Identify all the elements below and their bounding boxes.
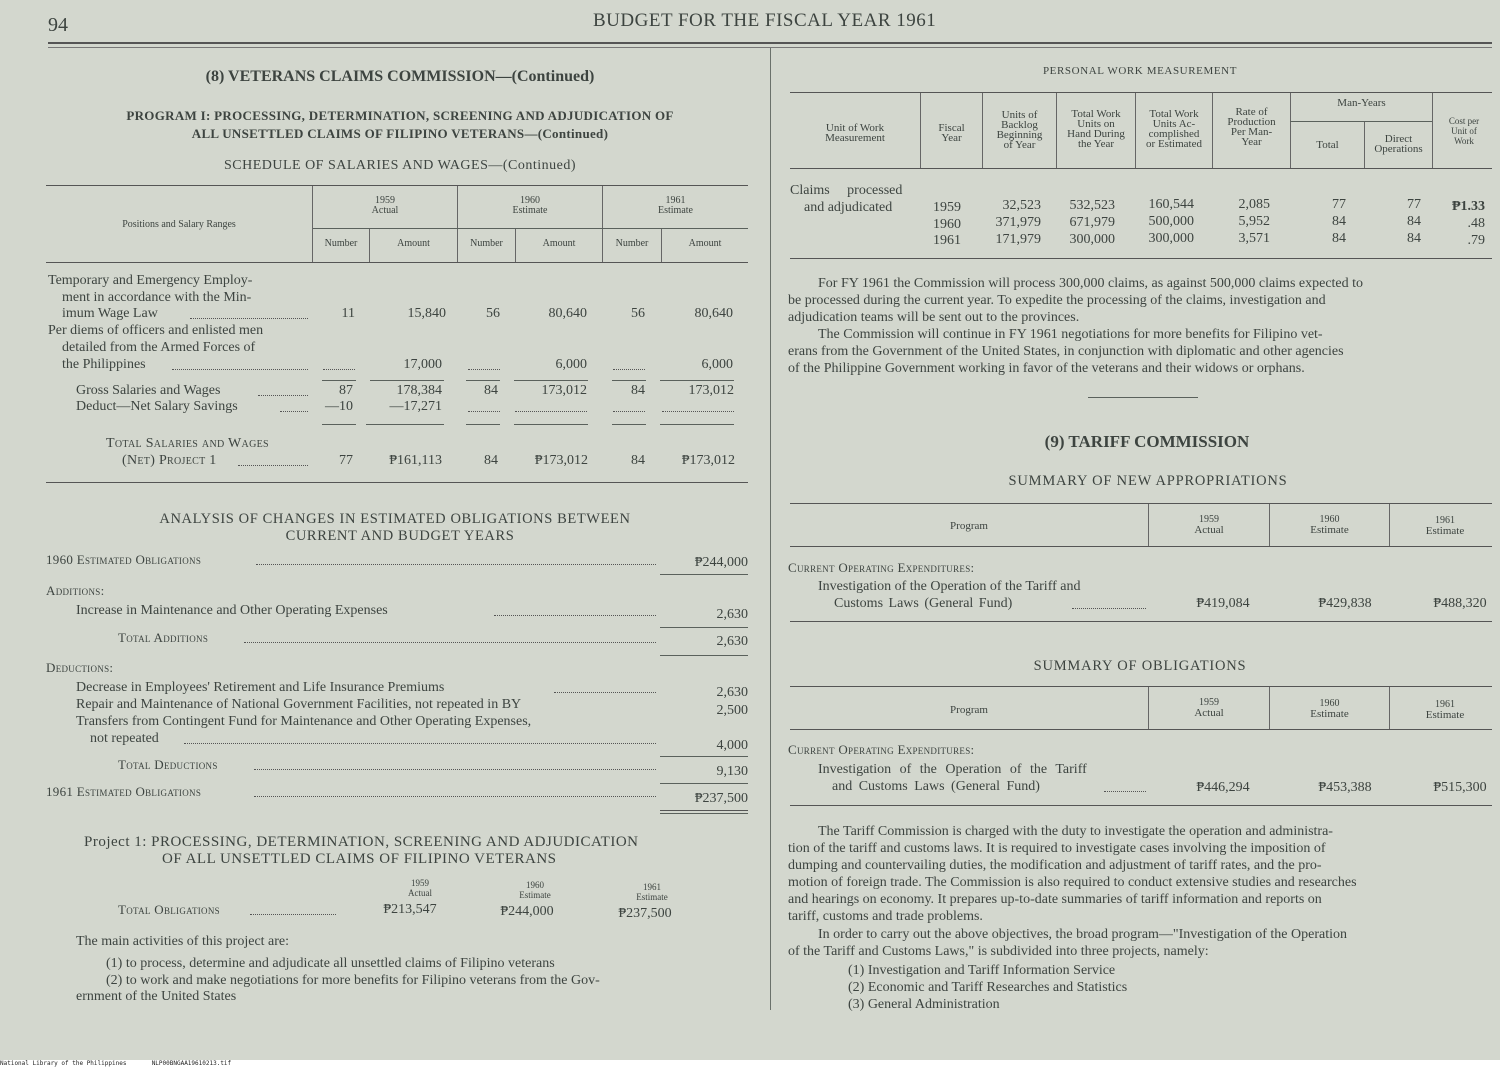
est-1960-value: ₱244,000: [694, 555, 748, 570]
activity-item: ernment of the United States: [76, 989, 237, 1004]
cell-value: —10: [325, 399, 353, 414]
paragraph-line: motion of foreign trade. The Commission is also required to conduct extensive studies and researches: [788, 875, 1357, 890]
col-man-years: Man-Years: [1337, 97, 1386, 109]
paragraph-line: In order to carry out the above objectives, the broad program—"Investigation of the Operation: [818, 927, 1347, 942]
cell-value: 84: [631, 453, 645, 468]
cell-value: 300,000: [1069, 232, 1115, 247]
item-label: Customs Laws (General Fund): [834, 596, 1013, 611]
deduction-item: Transfers from Contingent Fund for Maintenance and Other Operating Expenses,: [76, 714, 532, 729]
cell-value: 178,384: [396, 383, 442, 398]
program-title-line1: PROGRAM I: PROCESSING, DETERMINATION, SCREENING AND ADJUDICATION OF: [126, 108, 674, 123]
cell-value: 84: [484, 453, 498, 468]
cell-value: 3,571: [1238, 231, 1270, 246]
col-year-label: Estimate: [1310, 708, 1349, 720]
cell-value: 5,952: [1238, 214, 1270, 229]
cell-value: 84: [484, 383, 498, 398]
project-value: ₱213,547: [383, 902, 437, 917]
cell-value: 77: [339, 453, 353, 468]
cell-value: 6,000: [701, 357, 733, 372]
col-rate: Production: [1227, 116, 1276, 128]
category-label: Current Operating Expenditures:: [788, 560, 975, 575]
col-unit: Measurement: [825, 132, 885, 144]
cell-value: ₱161,113: [389, 453, 442, 468]
tariff-title: (9) TARIFF COMMISSION: [1044, 432, 1250, 451]
deduction-value: 2,630: [716, 685, 748, 700]
cell-value: 2,085: [1238, 197, 1270, 212]
project-title: Project 1: PROCESSING, DETERMINATION, SCREENING AND ADJUDICATION: [84, 834, 639, 850]
analysis-title: CURRENT AND BUDGET YEARS: [285, 528, 515, 544]
project-year: 1961: [643, 882, 661, 892]
summary-value: ₱488,320: [1433, 596, 1487, 611]
project-year-label: Estimate: [636, 892, 668, 902]
cell-value: 84: [1407, 214, 1421, 229]
category-label: Current Operating Expenditures:: [788, 742, 975, 757]
cell-value: 500,000: [1148, 214, 1194, 229]
cell-value: 17,000: [403, 357, 442, 372]
col-year: 1960: [1319, 514, 1340, 525]
est-1960-label: 1960 Estimated Obligations: [46, 552, 202, 567]
row-label: ment in accordance with the Min-: [62, 290, 252, 305]
additions-item: Increase in Maintenance and Other Operating Expenses: [76, 603, 388, 618]
cell-value: 1960: [933, 217, 961, 232]
cell-value: —17,271: [389, 399, 442, 414]
row-label: Per diems of officers and enlisted men: [48, 323, 264, 338]
total-obligations-label: Total Obligations: [118, 902, 220, 917]
col-fiscal: Year: [941, 132, 962, 144]
paragraph-line: For FY 1961 the Commission will process 300,000 claims, as against 500,000 claims expected to: [818, 276, 1364, 291]
pwm-row-label: and adjudicated: [804, 200, 893, 215]
item-label: and Customs Laws (General Fund): [832, 779, 1040, 794]
cell-value: 84: [1332, 214, 1346, 229]
col-cost: Work: [1454, 136, 1474, 146]
cell-value: 1961: [933, 233, 961, 248]
col-backlog: of Year: [1003, 139, 1036, 151]
deduction-item: not repeated: [90, 731, 159, 746]
header-year-1959: 1959: [375, 195, 395, 206]
col-year-label: Estimate: [1425, 525, 1465, 537]
col-year: 1961: [1435, 699, 1455, 710]
row-label: the Philippines: [62, 357, 146, 372]
list-item: (2) Economic and Tariff Researches and Statistics: [848, 980, 1128, 995]
project-title: OF ALL UNSETTLED CLAIMS OF FILIPINO VETERANS: [162, 851, 557, 867]
list-item: (1) Investigation and Tariff Information Service: [848, 963, 1116, 978]
item-label: Investigation of the Operation of the Tariff: [818, 762, 1087, 777]
col-backlog: Beginning: [996, 129, 1043, 141]
analysis-title: ANALYSIS OF CHANGES IN ESTIMATED OBLIGATIONS BETWEEN: [159, 511, 631, 527]
project-year-label: Actual: [408, 888, 432, 898]
activity-item: (2) to work and make negotiations for more benefits for Filipino veterans from the Gov-: [106, 973, 600, 988]
list-item: (3) General Administration: [848, 997, 1000, 1012]
col-accomplished: Units Ac-: [1152, 118, 1196, 130]
paragraph-line: tion of the tariff and customs laws. It is required to investigate cases involving the imposition of: [788, 841, 1326, 856]
paragraph-line: The Tariff Commission is charged with the duty to investigate the operation and administra-: [818, 824, 1333, 839]
page-number: 94: [48, 14, 68, 36]
col-direct: Direct: [1384, 133, 1413, 145]
subheader-amount: Amount: [542, 238, 576, 249]
header-label-1960: Estimate: [512, 205, 548, 216]
deduction-value: 2,500: [716, 703, 748, 718]
footer-library: National Library of the Philippines: [0, 1060, 127, 1067]
paragraph-line: and hearings on economy. It prepares up-to-date summaries of tariff information and reports on: [788, 892, 1322, 907]
cell-value: 56: [486, 306, 500, 321]
cell-value: 56: [631, 306, 645, 321]
col-year: 1960: [1319, 698, 1340, 709]
page-title: BUDGET FOR THE FISCAL YEAR 1961: [593, 10, 937, 31]
cell-value: 80,640: [694, 306, 733, 321]
pwm-row-label: Claims processed: [790, 183, 903, 198]
cell-value: 32,523: [1002, 198, 1041, 213]
col-on-hand: the Year: [1077, 138, 1115, 150]
cell-value: 300,000: [1148, 231, 1194, 246]
cell-value: ₱1.33: [1451, 199, 1485, 214]
scan-footer: [0, 1060, 1500, 1067]
header-positions: Positions and Salary Ranges: [122, 219, 236, 230]
deduct-label: Deduct—Net Salary Savings: [76, 399, 238, 414]
additions-value: 2,630: [716, 607, 748, 622]
total-additions-value: 2,630: [716, 634, 748, 649]
col-year-label: Actual: [1194, 524, 1224, 536]
cell-value: 173,012: [688, 383, 734, 398]
col-accomplished: Total Work: [1149, 108, 1199, 120]
header-label-1959: Actual: [371, 205, 399, 216]
cell-value: .79: [1467, 233, 1485, 248]
col-accomplished: complished: [1148, 128, 1200, 140]
row-label: detailed from the Armed Forces of: [62, 340, 256, 355]
cell-value: 15,840: [407, 306, 446, 321]
header-year-1960: 1960: [520, 195, 540, 206]
summary-value: ₱429,838: [1318, 596, 1372, 611]
activity-item: (1) to process, determine and adjudicate all unsettled claims of Filipino veterans: [106, 956, 555, 971]
total-label: (Net) Project 1: [122, 453, 217, 468]
col-year-label: Actual: [1194, 707, 1224, 719]
cell-value: 77: [1407, 197, 1421, 212]
deduction-item: Decrease in Employees' Retirement and Life Insurance Premiums: [76, 680, 445, 695]
project-value: ₱244,000: [500, 904, 554, 919]
row-label: imum Wage Law: [62, 306, 158, 321]
total-deductions-value: 9,130: [716, 764, 748, 779]
summary-value: ₱453,388: [1318, 780, 1372, 795]
col-on-hand: Units on: [1077, 118, 1115, 130]
cell-value: 84: [631, 383, 645, 398]
col-total: Total: [1316, 139, 1339, 151]
cell-value: 160,544: [1148, 197, 1194, 212]
col-cost: Cost per: [1448, 116, 1480, 126]
cell-value: 1959: [933, 200, 961, 215]
cell-value: 671,979: [1069, 215, 1115, 230]
col-on-hand: Hand During: [1067, 128, 1125, 140]
summary-title: SUMMARY OF OBLIGATIONS: [1033, 658, 1247, 674]
cell-value: ₱173,012: [534, 453, 588, 468]
project-year: 1959: [411, 878, 429, 888]
paragraph-line: The Commission will continue in FY 1961 negotiations for more benefits for Filipino vet-: [818, 327, 1323, 342]
paragraph-line: be processed during the current year. To expedite the processing of the claims, investigation and: [788, 293, 1326, 308]
gross-label: Gross Salaries and Wages: [76, 383, 221, 398]
footer-file-id: NLP00BNGAA19610213.tif: [151, 1060, 232, 1067]
col-backlog: Backlog: [1001, 119, 1038, 131]
activities-intro: The main activities of this project are:: [76, 934, 290, 949]
cell-value: 11: [341, 306, 355, 321]
summary-value: ₱515,300: [1433, 780, 1487, 795]
paragraph-line: of the Tariff and Customs Laws," is subdivided into three projects, namely:: [788, 944, 1209, 959]
subheader-number: Number: [470, 238, 503, 249]
cell-value: 6,000: [555, 357, 587, 372]
est-1961-label: 1961 Estimated Obligations: [46, 784, 202, 799]
paragraph-line: of the Philippine Government working in favor of the veterans and their widows or orphans.: [788, 361, 1305, 376]
program-title-line2: ALL UNSETTLED CLAIMS OF FILIPINO VETERANS—(Continued): [191, 126, 609, 141]
total-label: Total Salaries and Wages: [106, 436, 269, 451]
cell-value: .48: [1467, 216, 1485, 231]
row-label: Temporary and Emergency Employ-: [48, 273, 253, 288]
paragraph-line: erans from the Government of the United States, in conjunction with diplomatic and other agencies: [788, 344, 1344, 359]
cell-value: 77: [1332, 197, 1346, 212]
col-accomplished: or Estimated: [1146, 138, 1202, 150]
cell-value: 171,979: [995, 232, 1041, 247]
project-year: 1960: [526, 880, 544, 890]
paragraph-line: dumping and countervailing duties, the modification and adjustment of tariff rates, and the pro-: [788, 858, 1322, 873]
deduction-value: 4,000: [716, 738, 748, 753]
summary-title: SUMMARY OF NEW APPROPRIATIONS: [1008, 473, 1288, 489]
subheader-number: Number: [615, 238, 649, 249]
col-rate: Year: [1241, 136, 1262, 148]
col-year: 1959: [1199, 697, 1219, 708]
summary-value: ₱446,294: [1196, 780, 1250, 795]
section-title: (8) VETERANS CLAIMS COMMISSION—(Continued): [205, 68, 595, 85]
deductions-label: Deductions:: [46, 660, 114, 675]
paragraph-line: adjudication teams will be sent out to the provinces.: [788, 310, 1080, 325]
cell-value: 84: [1332, 231, 1346, 246]
cell-value: 173,012: [541, 383, 587, 398]
subheader-amount: Amount: [397, 238, 430, 249]
total-deductions-label: Total Deductions: [118, 757, 218, 772]
cell-value: 84: [1407, 231, 1421, 246]
summary-value: ₱419,084: [1196, 596, 1250, 611]
deduction-item: Repair and Maintenance of National Government Facilities, not repeated in BY: [76, 697, 522, 712]
col-year: 1961: [1435, 515, 1455, 526]
header-year-1961: 1961: [665, 195, 686, 206]
col-unit: Unit of Work: [825, 122, 885, 134]
col-rate: Rate of: [1235, 106, 1268, 118]
col-year-label: Estimate: [1425, 709, 1465, 721]
header-label-1961: Estimate: [658, 205, 693, 216]
item-label: Investigation of the Operation of the Tariff and: [818, 579, 1081, 594]
col-fiscal: Fiscal: [938, 122, 965, 134]
col-year: 1959: [1199, 514, 1219, 525]
pwm-title: PERSONAL WORK MEASUREMENT: [1042, 65, 1238, 77]
cell-value: 80,640: [548, 306, 587, 321]
subheader-number: Number: [324, 238, 358, 249]
total-additions-label: Total Additions: [118, 630, 209, 645]
schedule-title: SCHEDULE OF SALARIES AND WAGES—(Continued): [223, 158, 577, 173]
col-program: Program: [950, 520, 988, 532]
paragraph-line: tariff, customs and trade problems.: [788, 909, 983, 924]
project-value: ₱237,500: [618, 906, 672, 921]
col-on-hand: Total Work: [1071, 108, 1121, 120]
est-1961-value: ₱237,500: [694, 791, 748, 806]
col-cost: Unit of: [1451, 126, 1477, 136]
subheader-amount: Amount: [688, 238, 722, 249]
col-program: Program: [950, 704, 988, 716]
cell-value: 532,523: [1069, 198, 1115, 213]
project-year-label: Estimate: [519, 890, 551, 900]
col-direct: Operations: [1374, 143, 1423, 155]
additions-label: Additions:: [46, 583, 105, 598]
col-rate: Per Man-: [1230, 126, 1273, 138]
cell-value: ₱173,012: [681, 453, 735, 468]
col-year-label: Estimate: [1310, 524, 1349, 536]
cell-value: 87: [339, 383, 353, 398]
cell-value: 371,979: [995, 215, 1041, 230]
col-backlog: Units of: [1001, 109, 1038, 121]
